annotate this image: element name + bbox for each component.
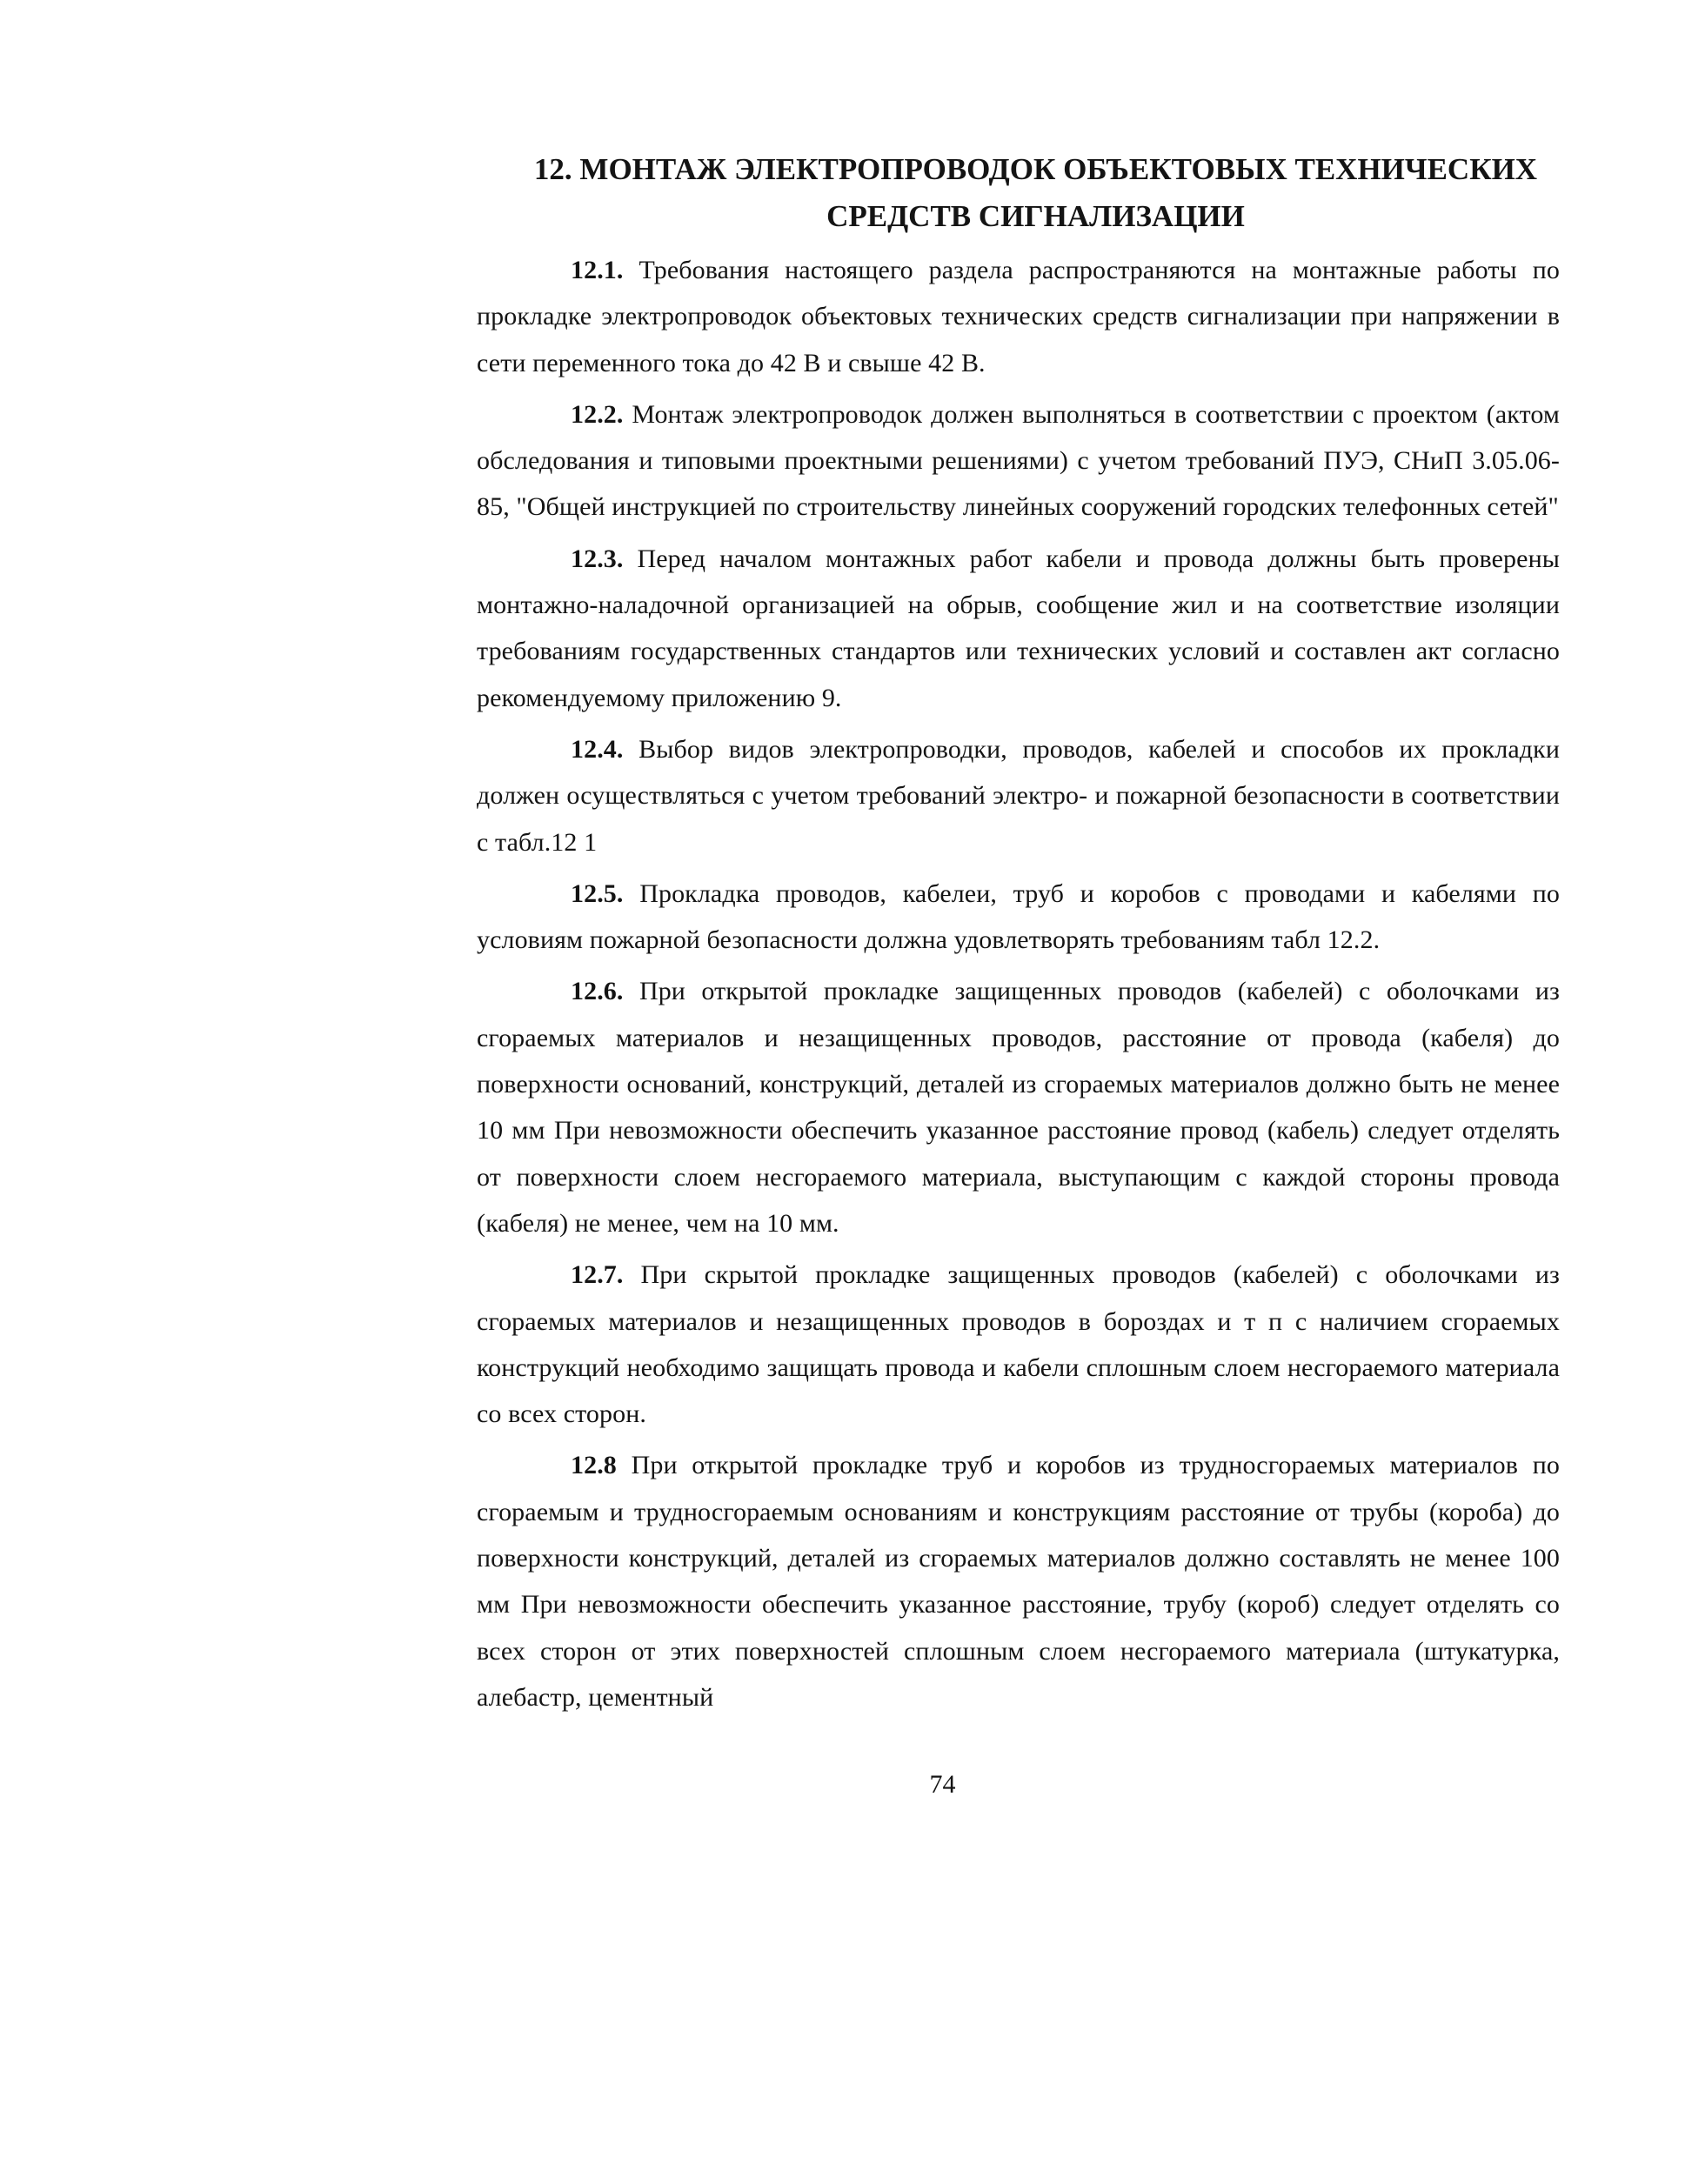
paragraph-12-3 [477,536,1560,721]
paragraph-number: 12.5. [571,878,624,908]
paragraph-number: 12.2. [571,399,624,429]
paragraph-text: Прокладка проводов, кабелеи, труб и коробов с проводами и кабелями по условиям пожарной безопасности должна удовлетворять требованиям табл 12.2. [477,878,1560,955]
paragraph-number: 12.8 [571,1451,617,1480]
document-page [477,146,1560,1726]
paragraph-12-2 [477,391,1560,531]
paragraph-number: 12.3. [571,544,624,573]
paragraph-12-1 [477,247,1560,386]
section-title-line-1: 12. МОНТАЖ ЭЛЕКТРОПРОВОДОК ОБЪЕКТОВЫХ ТЕХНИЧЕСКИХ [533,152,1538,186]
paragraph-text: Монтаж электропроводок должен выполняться в соответствии с проектом (актом обследования и типовыми проектными решениями) с учетом требований ПУЭ, СНиП 3.05.06-85, "Общей инструкцией по строительству линейных сооружений городских телефонных сетей" [477,399,1560,522]
paragraph-text: Перед началом монтажных работ кабели и провода должны быть проверены монтажно-наладочной организацией на обрыв, сообщение жил и на соответствие изоляции требованиям государственных стандартов или технических условий и составлен акт согласно рекомендуемому приложению 9. [477,544,1560,712]
paragraph-number: 12.6. [571,977,624,1006]
paragraph-number: 12.1. [571,256,624,284]
paragraph-12-8 [477,1442,1560,1720]
paragraph-number: 12.4. [571,734,624,764]
page-number: 74 [929,1770,956,1799]
paragraph-12-4 [477,726,1560,865]
paragraph-text: Требования настоящего раздела распространяются на монтажные работы по прокладке электропроводок объектовых технических средств сигнализации при напряжении в сети переменного тока до 42 В и свыше 42 В. [477,256,1560,377]
paragraph-12-6 [477,968,1560,1246]
paragraph-12-5 [477,871,1560,964]
paragraph-text: При открытой прокладке защищенных проводов (кабелей) с оболочками из сгораемых материалов и незащищенных проводов, расстояние от провода (кабеля) до поверхности оснований, конструкций, деталей из сгораемых материалов должно быть не менее 10 мм При невозможности обеспечить указанное расстояние провод (кабель) следует отделять от поверхности слоем несгораемого материала, выступающим с каждой стороны провода (кабеля) не менее, чем на 10 мм. [477,977,1560,1238]
section-title-line-2: СРЕДСТВ СИГНАЛИЗАЦИИ [826,199,1245,233]
paragraph-text: Выбор видов электропроводки, проводов, кабелей и способов их прокладки должен осуществляться с учетом требований электро- и пожарной безопасности в соответствии с табл.12 1 [477,734,1560,857]
paragraph-12-7 [477,1252,1560,1437]
paragraph-text: При скрытой прокладке защищенных проводов (кабелей) с оболочками из сгораемых материалов и незащищенных проводов в бороздах и т п с наличием сгораемых конструкций необходимо защищать провода и кабели сплошным слоем несгораемого материала со всех сторон. [477,1260,1560,1429]
paragraph-number: 12.7. [571,1260,624,1290]
section-title [477,146,1560,240]
paragraph-text: При открытой прокладке труб и коробов из трудносгораемых материалов по сгораемым и трудносгораемым основаниям и конструкциям расстояние от трубы (короба) до поверхности конструкций, деталей из сгораемых материалов должно составлять не менее 100 мм При невозможности обеспечить указанное расстояние, трубу (короб) следует отделять со всех сторон от этих поверхностей сплошным слоем несгораемого материала (штукатурка, алебастр, цементный [477,1451,1560,1712]
